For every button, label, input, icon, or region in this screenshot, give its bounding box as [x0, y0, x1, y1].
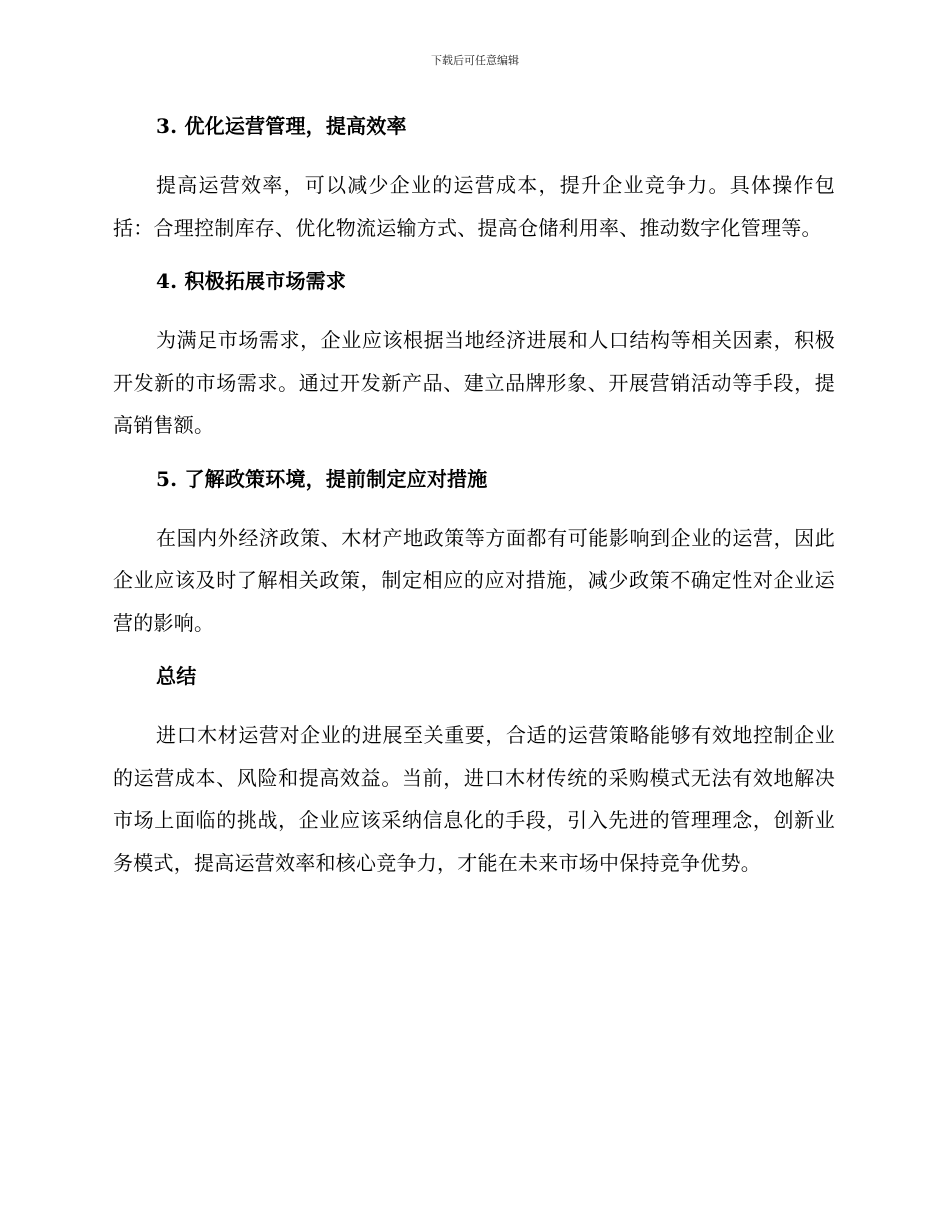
- section-paragraph-summary: 进口木材运营对企业的进展至关重要，合适的运营策略能够有效地控制企业的运营成本、风险和提高效益。当前，进口木材传统的采购模式无法有效地解决市场上面临的挑战，企业应该采纳信息化的手段，引入先进的管理理念，创新业务模式，提高运营效率和核心竞争力，才能在未来市场中保持竞争优势。: [113, 723, 835, 875]
- section-heading-optimize-operations: 3. 优化运营管理，提高效率: [156, 114, 407, 138]
- section-heading-summary: 总结: [156, 664, 197, 688]
- section-heading-expand-market: 4. 积极拓展市场需求: [156, 269, 347, 293]
- page-header-watermark: 下载后可任意编辑: [431, 54, 519, 67]
- section-paragraph-optimize-operations: 提高运营效率，可以减少企业的运营成本，提升企业竞争力。具体操作包括：合理控制库存、优化物流运输方式、提高仓储利用率、推动数字化管理等。: [113, 173, 835, 240]
- section-paragraph-policy-environment: 在国内外经济政策、木材产地政策等方面都有可能影响到企业的运营，因此企业应该及时了解相关政策，制定相应的应对措施，减少政策不确定性对企业运营的影响。: [113, 525, 835, 635]
- document-body: [113, 110, 835, 884]
- section-paragraph-expand-market: 为满足市场需求，企业应该根据当地经济进展和人口结构等相关因素，积极开发新的市场需求。通过开发新产品、建立品牌形象、开展营销活动等手段，提高销售额。: [113, 328, 835, 437]
- section-heading-policy-environment: 5. 了解政策环境，提前制定应对措施: [156, 466, 488, 491]
